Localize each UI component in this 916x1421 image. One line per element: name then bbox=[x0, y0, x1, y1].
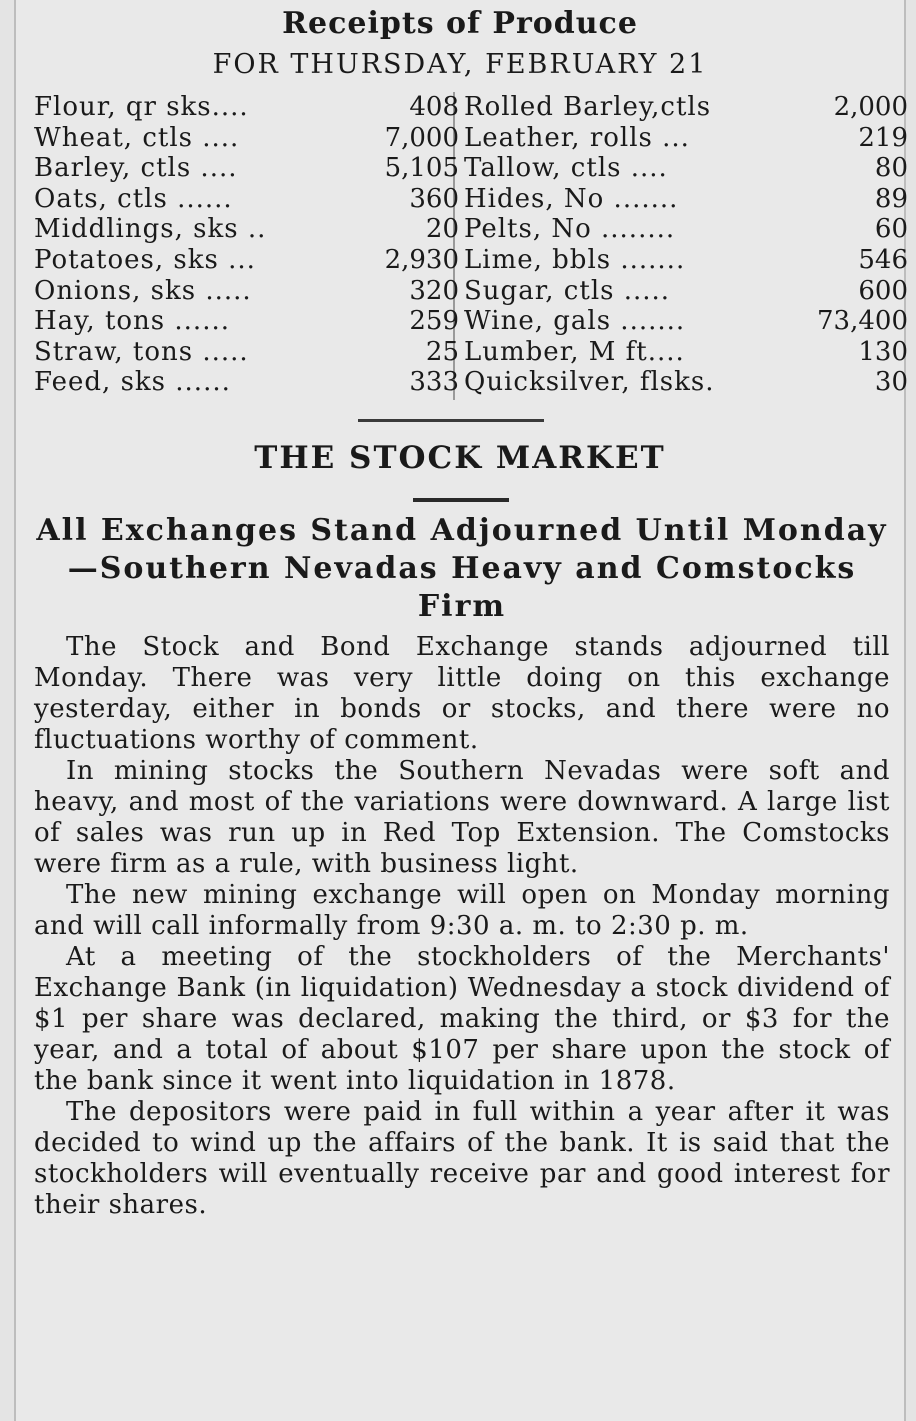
receipt-label: Pelts, No ........ bbox=[464, 214, 676, 245]
receipts-table bbox=[34, 92, 908, 404]
receipt-value: 259 bbox=[409, 306, 459, 337]
receipt-value: 2,930 bbox=[384, 244, 459, 275]
receipt-label: Quicksilver, flsks. bbox=[464, 367, 715, 398]
receipt-label: Tallow, ctls .... bbox=[464, 153, 668, 184]
receipt-value: 219 bbox=[858, 122, 908, 153]
receipt-row bbox=[464, 184, 908, 215]
receipt-row bbox=[34, 214, 459, 245]
receipt-label: Potatoes, sks ... bbox=[34, 244, 256, 275]
receipt-label: Hides, No ....... bbox=[464, 183, 679, 214]
article-body bbox=[34, 632, 890, 1221]
receipt-label: Straw, tons ..... bbox=[34, 336, 249, 367]
article-paragraph: In mining stocks the Southern Nevadas were soft and heavy, and most of the variations were downward. A large list of sales was run up in Red Top Extension. The Comstocks were firm as a rule, with business light. bbox=[34, 756, 890, 879]
receipt-value: 73,400 bbox=[817, 306, 908, 337]
receipt-label: Oats, ctls ...... bbox=[34, 183, 233, 214]
receipt-label: Lumber, M ft.... bbox=[464, 336, 685, 367]
receipt-value: 2,000 bbox=[833, 92, 908, 122]
receipt-row bbox=[34, 92, 459, 123]
receipt-row bbox=[34, 123, 459, 154]
receipt-row bbox=[464, 337, 908, 368]
receipt-row bbox=[464, 153, 908, 184]
article-paragraph: The new mining exchange will open on Monday morning and will call informally from 9:30 a. m. to 2:30 p. m. bbox=[34, 880, 890, 941]
article-headline: All Exchanges Stand Adjourned Until Monday—Southern Nevadas Heavy and Comstocks Firm bbox=[36, 513, 888, 624]
newspaper-column bbox=[14, 0, 906, 1421]
section-title: THE STOCK MARKET bbox=[254, 440, 666, 476]
receipt-value: 600 bbox=[858, 275, 908, 306]
receipts-right-column bbox=[464, 92, 908, 398]
receipt-value: 333 bbox=[409, 367, 459, 398]
receipt-row bbox=[34, 337, 459, 368]
receipt-value: 60 bbox=[874, 214, 908, 245]
receipt-value: 360 bbox=[409, 183, 459, 214]
receipt-label: Flour, qr sks.... bbox=[34, 92, 249, 122]
receipt-row bbox=[464, 92, 908, 123]
article-paragraph: At a meeting of the stockholders of the Merchants' Exchange Bank (in liquidation) Wednesday a stock dividend of $1 per share was declared, making the third, or $3 for the year, and a total of about $107 per share upon the stock of the bank since it went into liquidation in 1878. bbox=[34, 942, 890, 1096]
receipt-label: Feed, sks ...... bbox=[34, 367, 231, 398]
receipts-left-column bbox=[34, 92, 459, 398]
section-rule bbox=[358, 419, 544, 422]
receipt-value: 25 bbox=[425, 336, 459, 367]
receipt-row bbox=[34, 306, 459, 337]
receipt-row bbox=[34, 153, 459, 184]
receipt-label: Onions, sks ..... bbox=[34, 275, 252, 306]
receipt-value: 408 bbox=[409, 92, 459, 122]
receipt-label: Wine, gals ....... bbox=[464, 306, 686, 337]
receipt-row bbox=[464, 245, 908, 276]
receipt-row bbox=[464, 214, 908, 245]
receipt-row bbox=[464, 276, 908, 307]
receipts-title: Receipts of Produce bbox=[282, 6, 638, 41]
receipt-value: 30 bbox=[874, 367, 908, 398]
receipt-value: 5,105 bbox=[384, 153, 459, 184]
receipt-row bbox=[464, 123, 908, 154]
receipt-value: 320 bbox=[409, 275, 459, 306]
article-paragraph: The depositors were paid in full within a year after it was decided to wind up the affairs of the bank. It is said that the stockholders will eventually receive par and good interest for their shares. bbox=[34, 1097, 890, 1220]
receipt-label: Middlings, sks .. bbox=[34, 214, 267, 245]
receipt-row bbox=[464, 306, 908, 337]
headline-rule bbox=[413, 498, 509, 502]
receipt-value: 80 bbox=[874, 153, 908, 184]
receipt-value: 7,000 bbox=[384, 122, 459, 153]
receipt-label: Leather, rolls ... bbox=[464, 122, 690, 153]
receipt-row bbox=[34, 184, 459, 215]
receipt-row bbox=[34, 367, 459, 398]
receipt-value: 130 bbox=[858, 336, 908, 367]
receipt-row bbox=[34, 276, 459, 307]
receipt-label: Hay, tons ...... bbox=[34, 306, 230, 337]
receipt-row bbox=[34, 245, 459, 276]
receipt-value: 20 bbox=[425, 214, 459, 245]
receipt-label: Barley, ctls .... bbox=[34, 153, 238, 184]
receipt-label: Sugar, ctls ..... bbox=[464, 275, 671, 306]
article-paragraph: The Stock and Bond Exchange stands adjourned till Monday. There was very little doing on this exchange yesterday, either in bonds or stocks, and there were no fluctuations worthy of comment. bbox=[34, 632, 890, 755]
receipt-label: Wheat, ctls .... bbox=[34, 122, 240, 153]
receipt-value: 89 bbox=[874, 183, 908, 214]
receipt-label: Rolled Barley,ctls bbox=[464, 92, 712, 122]
receipt-value: 546 bbox=[858, 244, 908, 275]
receipt-row bbox=[464, 367, 908, 398]
receipts-date: FOR THURSDAY, FEBRUARY 21 bbox=[212, 49, 708, 80]
receipt-label: Lime, bbls ....... bbox=[464, 244, 686, 275]
